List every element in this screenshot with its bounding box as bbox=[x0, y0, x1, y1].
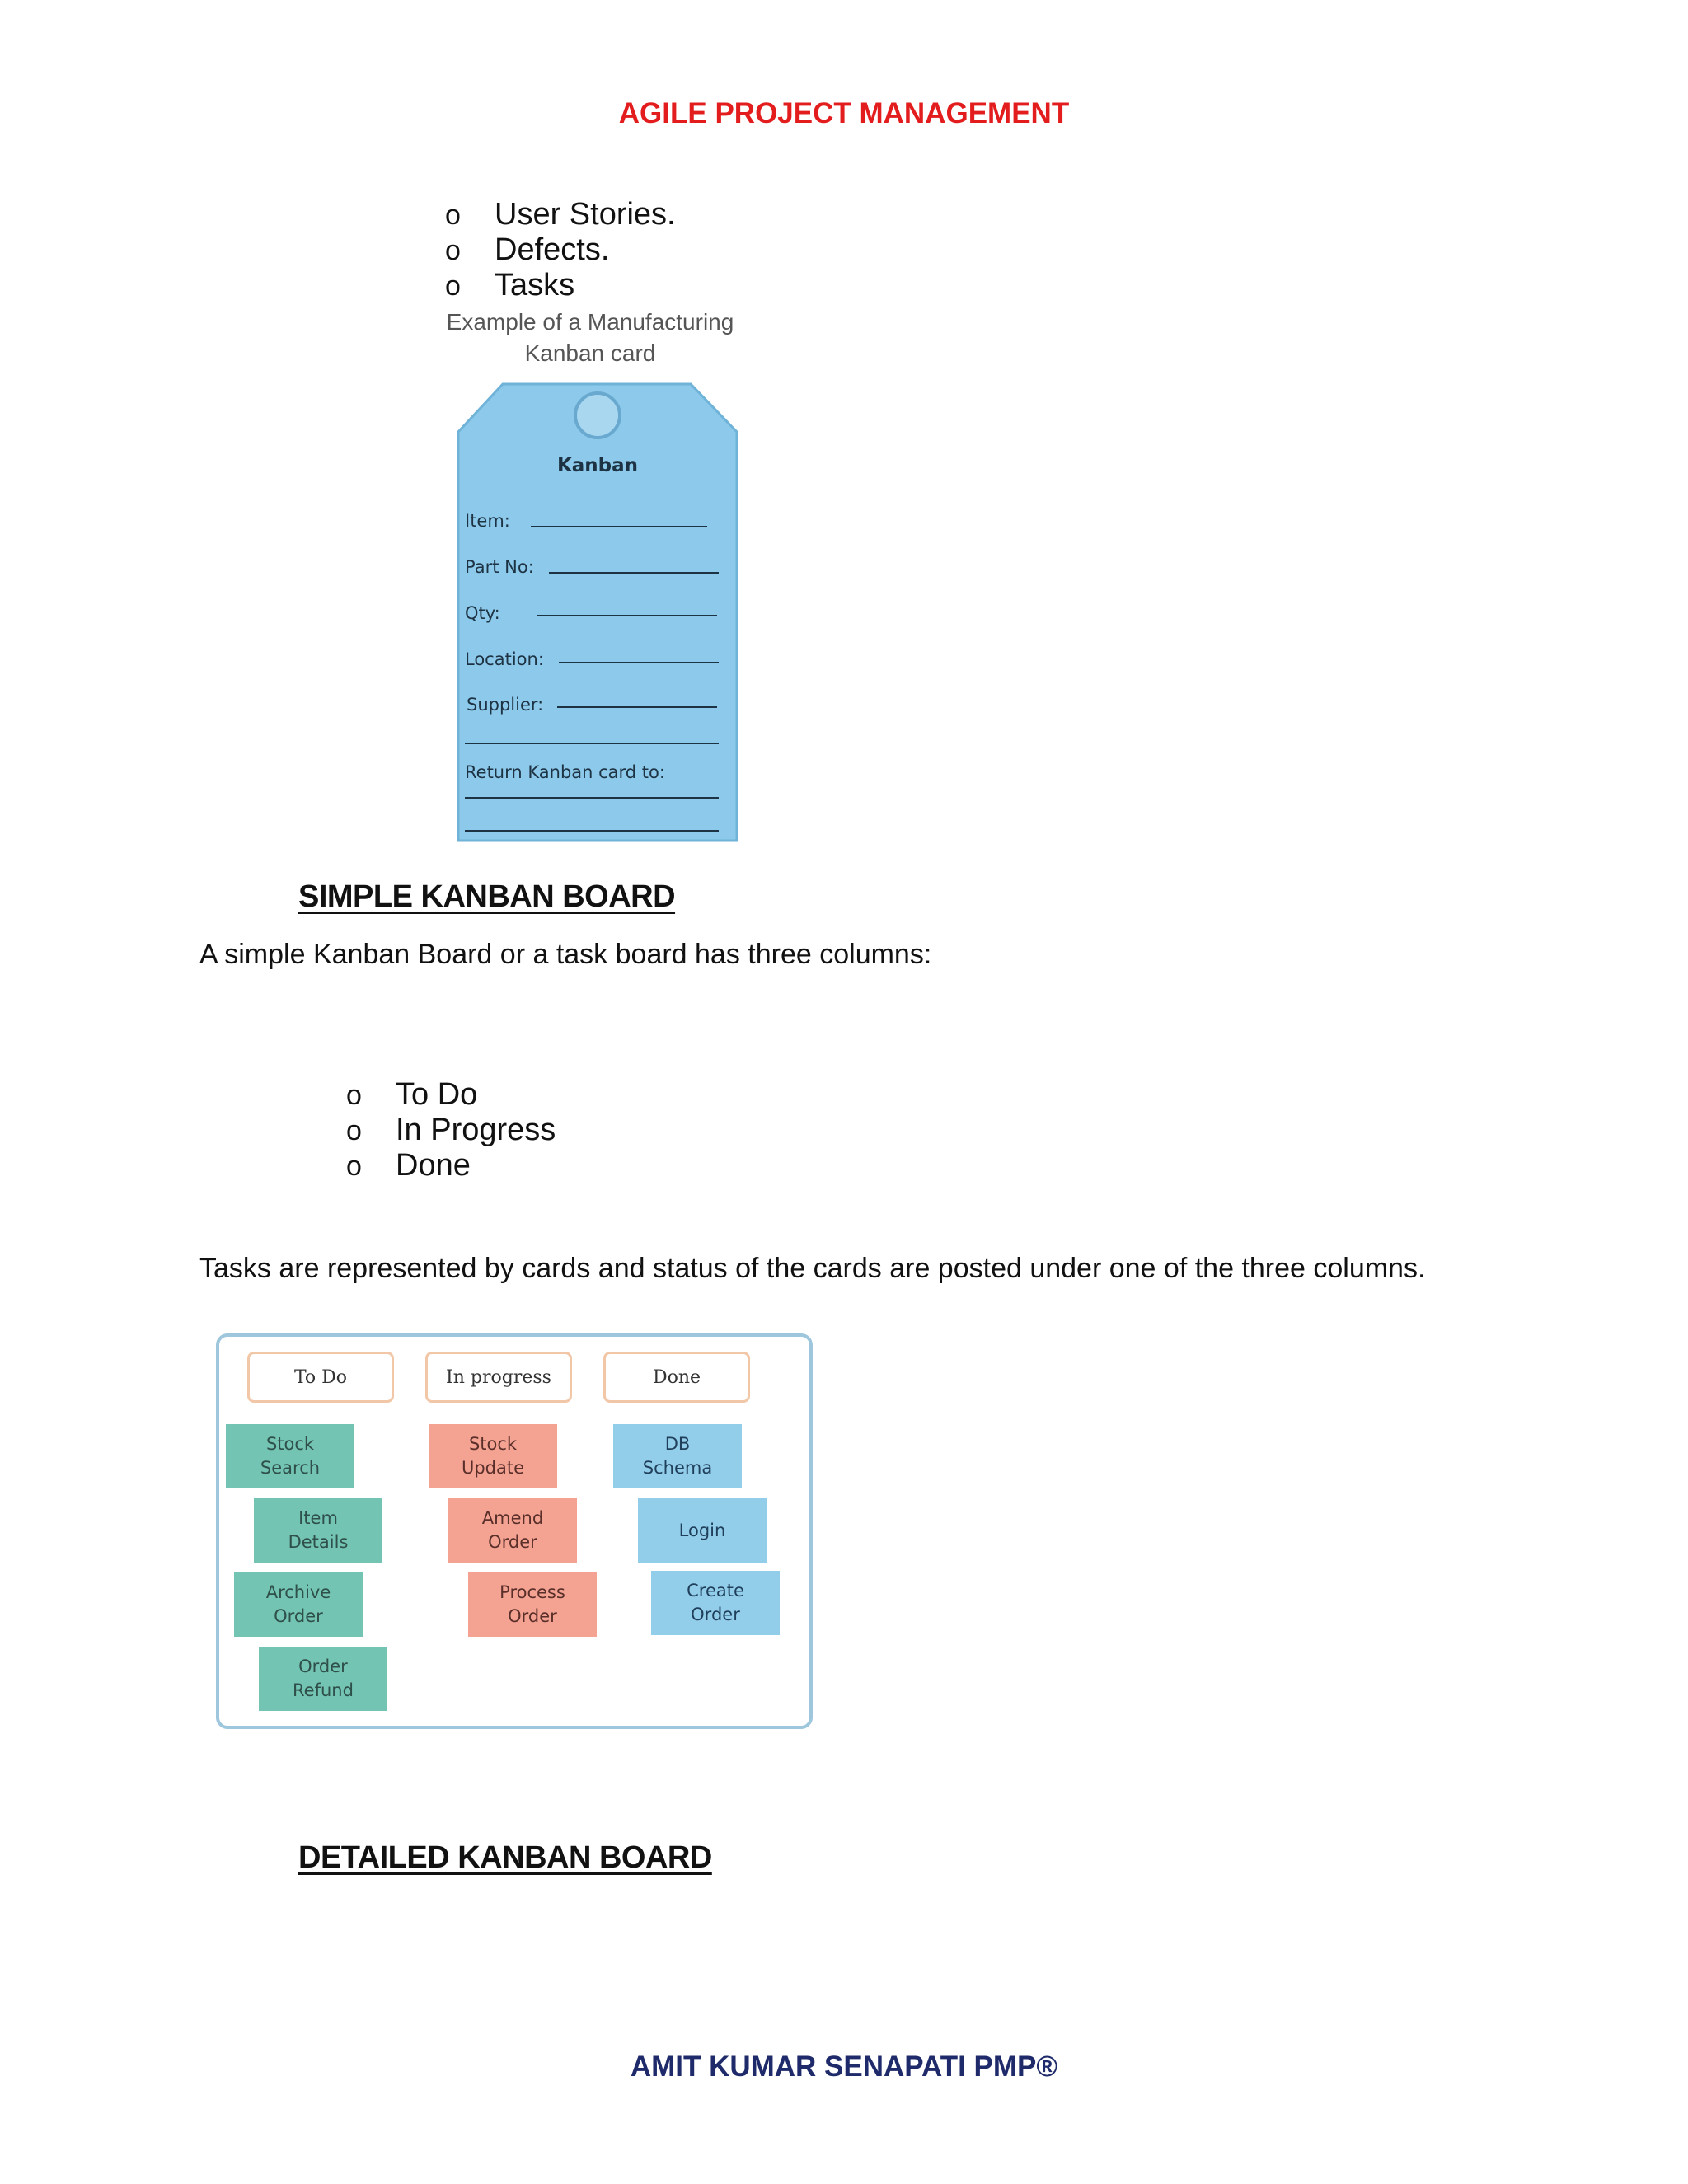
section-heading-simple-kanban: SIMPLE KANBAN BOARD bbox=[298, 879, 676, 914]
board-column-header-done: Done bbox=[603, 1352, 750, 1403]
tag-field-label: Item: bbox=[465, 511, 510, 531]
figure-caption bbox=[442, 307, 738, 369]
bullet-icon: o bbox=[346, 1080, 362, 1111]
caption-line: Kanban card bbox=[524, 340, 656, 366]
list-item bbox=[346, 1077, 556, 1113]
kanban-tag-title: Kanban bbox=[556, 455, 639, 476]
section-heading-detailed-kanban: DETAILED KANBAN BOARD bbox=[298, 1840, 712, 1875]
board-card-todo: Order Refund bbox=[259, 1647, 387, 1711]
list-item-text: Tasks bbox=[495, 268, 575, 302]
board-column-header-in-progress: In progress bbox=[425, 1352, 572, 1403]
tag-field-label: Location: bbox=[465, 649, 544, 669]
tag-field-label: Part No: bbox=[465, 557, 534, 577]
kanban-card-figure bbox=[442, 307, 738, 369]
list-item bbox=[445, 197, 676, 232]
list-item bbox=[346, 1113, 556, 1148]
list-item-text: Defects. bbox=[495, 232, 610, 267]
description-paragraph: Tasks are represented by cards and status of the cards are posted under one of the three columns. bbox=[199, 1253, 1426, 1284]
simple-kanban-board-illustration bbox=[216, 1333, 813, 1729]
board-card-todo: Stock Search bbox=[226, 1424, 354, 1488]
intro-paragraph: A simple Kanban Board or a task board has three columns: bbox=[199, 939, 932, 970]
bullet-icon: o bbox=[346, 1151, 362, 1182]
list-item bbox=[445, 232, 676, 268]
page-footer-author: AMIT KUMAR SENAPATI PMP® bbox=[630, 2050, 1058, 2083]
list-item bbox=[346, 1148, 556, 1183]
board-card-todo: Item Details bbox=[254, 1498, 382, 1563]
board-column-header-todo: To Do bbox=[247, 1352, 394, 1403]
bullet-icon: o bbox=[445, 199, 461, 231]
kanban-tag-illustration bbox=[455, 381, 740, 844]
bullet-icon: o bbox=[445, 235, 461, 266]
list-item-text: To Do bbox=[396, 1077, 478, 1112]
board-card-in-progress: Amend Order bbox=[448, 1498, 577, 1563]
board-card-todo: Archive Order bbox=[234, 1572, 363, 1637]
tag-hole-icon bbox=[575, 393, 620, 438]
list-item-text: In Progress bbox=[396, 1113, 556, 1147]
board-card-done: DB Schema bbox=[613, 1424, 742, 1488]
list-item bbox=[445, 268, 676, 303]
bullet-icon: o bbox=[445, 270, 461, 302]
page-header-title: AGILE PROJECT MANAGEMENT bbox=[618, 97, 1070, 129]
caption-line: Example of a Manufacturing bbox=[446, 309, 734, 335]
board-card-in-progress: Stock Update bbox=[429, 1424, 557, 1488]
tag-return-label: Return Kanban card to: bbox=[465, 762, 665, 782]
board-card-done: Login bbox=[638, 1498, 767, 1563]
board-card-done: Create Order bbox=[651, 1571, 780, 1635]
list-item-text: User Stories. bbox=[495, 197, 676, 232]
board-card-in-progress: Process Order bbox=[468, 1572, 597, 1637]
bullet-icon: o bbox=[346, 1115, 362, 1146]
columns-bullet-list bbox=[346, 1077, 556, 1183]
top-bullet-list bbox=[445, 197, 676, 303]
list-item-text: Done bbox=[396, 1148, 471, 1183]
tag-field-label: Supplier: bbox=[467, 695, 544, 715]
tag-field-label: Qty: bbox=[465, 603, 500, 623]
